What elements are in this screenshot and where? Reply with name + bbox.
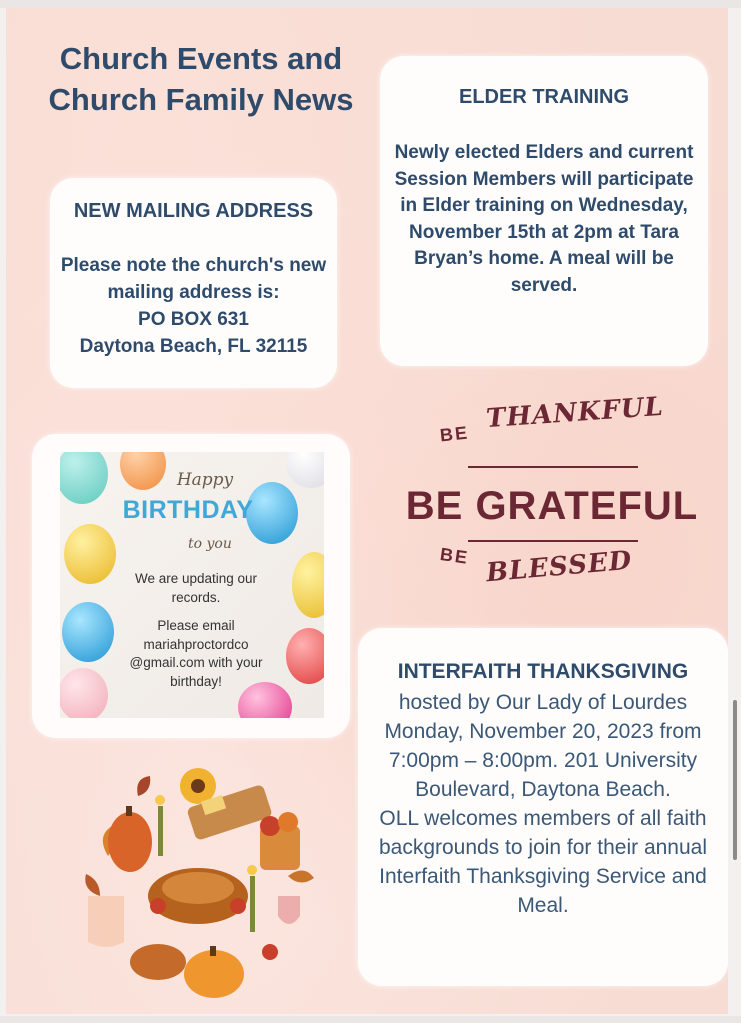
flyer-page — [6, 8, 728, 1014]
quote-be-2: BE — [438, 544, 471, 568]
quote-grateful: BE GRATEFUL — [405, 484, 699, 528]
pitcher-icon — [88, 896, 124, 947]
elder-training-card — [380, 56, 708, 366]
quote-blessed: BLESSED — [484, 545, 634, 589]
quote-thankful: THANKFUL — [485, 391, 665, 435]
thanksgiving-details: hosted by Our Lady of Lourdes Monday, November 20, 2023 from 7:00pm – 8:00pm. 201 University Boulevard, Daytona Beach. — [384, 691, 702, 801]
thankful-grateful-quote — [394, 391, 714, 616]
mailing-address-card — [50, 178, 337, 388]
interfaith-thanksgiving-card — [358, 628, 728, 986]
birthday-to-you-text: to you — [188, 536, 232, 552]
quote-be-1: BE — [438, 422, 470, 446]
balloon-icon — [60, 452, 108, 504]
pumpkin-icon — [108, 812, 152, 872]
elder-training-body: Newly elected Elders and current Session Members will participate in Elder training on Wednesday, November 15th at 2pm at Tara Bryan’s home. A meal will be served. — [394, 142, 694, 296]
birthday-image — [60, 452, 324, 718]
birthday-message-line2: Please email mariahproctordco @gmail.com with your birthday! — [129, 618, 263, 689]
quote-divider — [468, 466, 638, 468]
balloon-icon — [62, 602, 114, 662]
top-bar — [0, 0, 741, 8]
pumpkin-icon — [184, 950, 244, 998]
elder-training-heading: ELDER TRAINING — [459, 86, 629, 108]
scrollbar-thumb[interactable] — [733, 700, 737, 860]
balloon-icon — [286, 452, 324, 488]
birthday-card — [32, 434, 350, 738]
mailing-address-intro: Please note the church's new mailing address is: — [60, 255, 327, 303]
birthday-happy-text: Happy — [176, 470, 234, 490]
thanksgiving-harvest-illustration — [78, 766, 318, 1006]
birthday-message — [126, 570, 266, 691]
birthday-message-line1: We are updating our records. — [134, 571, 258, 605]
balloon-icon — [292, 552, 324, 618]
mailing-address-body — [58, 252, 329, 360]
mailing-address-city: Daytona Beach, FL 32115 — [79, 336, 308, 357]
page-title: Church Events and Church Family News — [48, 41, 354, 117]
thanksgiving-body — [366, 688, 720, 920]
balloon-icon — [64, 524, 116, 584]
quote-divider — [468, 540, 638, 542]
balloon-icon — [286, 628, 324, 684]
bottom-bar — [0, 1016, 741, 1023]
balloon-icon — [60, 668, 108, 718]
birthday-title: BIRTHDAY — [122, 496, 254, 524]
thanksgiving-welcome: OLL welcomes members of all faith backgrounds to join for their annual Interfaith Thanksgiving Service and Meal. — [378, 807, 708, 917]
thanksgiving-heading: INTERFAITH THANKSGIVING — [397, 660, 689, 683]
mailing-address-heading: NEW MAILING ADDRESS — [73, 200, 314, 222]
mailing-address-po-box: PO BOX 631 — [138, 309, 249, 330]
